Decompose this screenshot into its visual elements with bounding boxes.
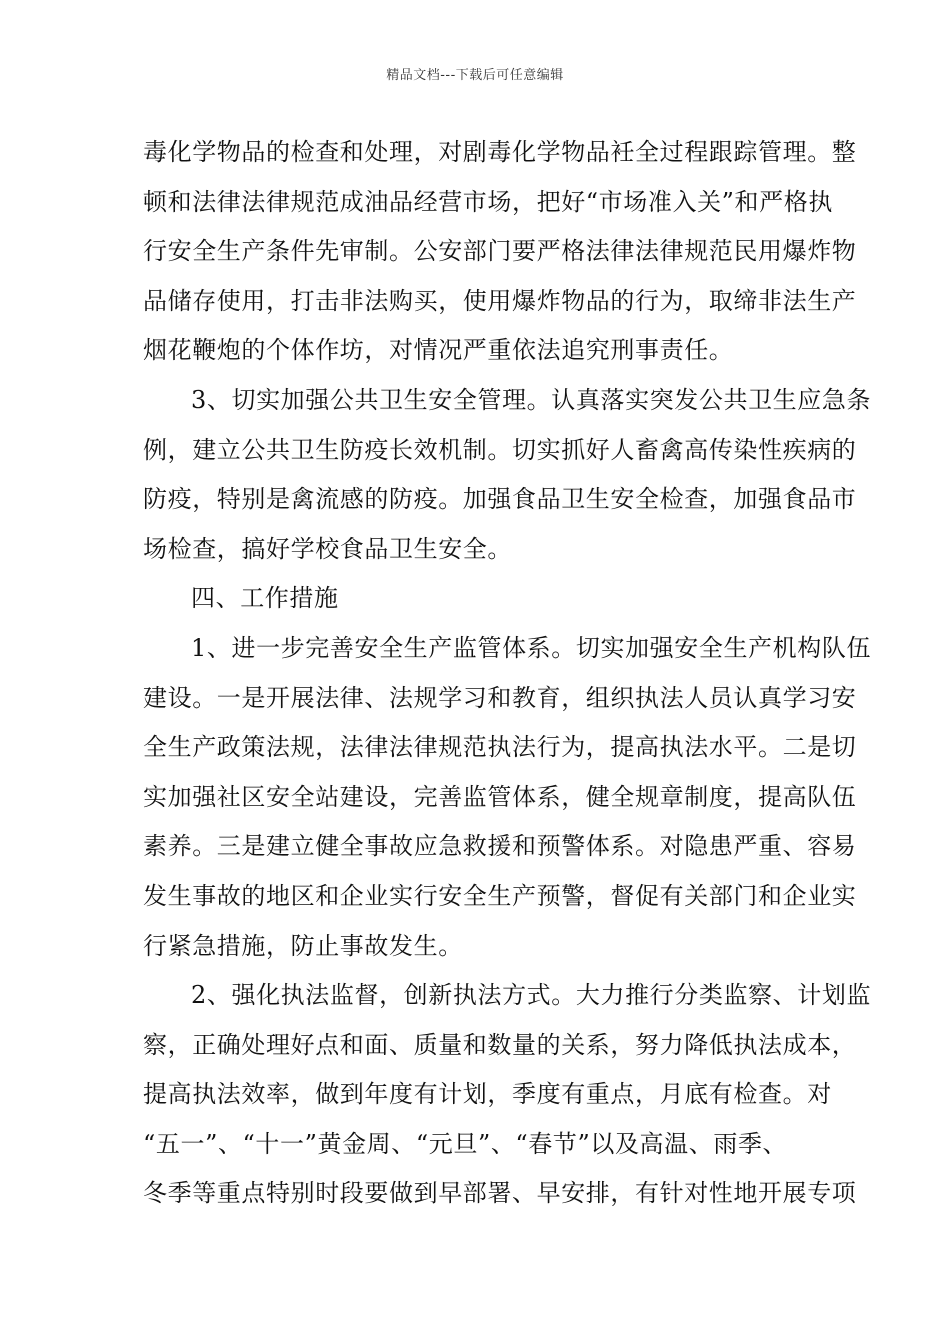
document-body bbox=[143, 128, 872, 1219]
text-line: 防疫，特别是禽流感的防疫。加强食品卫生安全检查，加强食品市 bbox=[143, 485, 857, 514]
paragraph-supervision-system bbox=[143, 624, 872, 971]
text-line: 2、强化执法监督，创新执法方式。大力推行分类监察、计划监 bbox=[191, 981, 872, 1010]
text-line: 全生产政策法规，法律法律规范执法行为，提高执法水平。二是切 bbox=[143, 733, 857, 762]
text-line: 1、进一步完善安全生产监管体系。切实加强安全生产机构队伍 bbox=[191, 633, 872, 662]
text-line: 实加强社区安全站建设，完善监管体系，健全规章制度，提高队伍 bbox=[143, 782, 857, 811]
text-line: 素养。三是建立健全事故应急救援和预警体系。对隐患严重、容易 bbox=[143, 832, 857, 861]
text-line: 例，建立公共卫生防疫长效机制。切实抓好人畜禽高传染性疾病的 bbox=[143, 435, 857, 464]
text-line: 提高执法效率，做到年度有计划，季度有重点，月底有检查。对 bbox=[143, 1080, 832, 1109]
text-line: 顿和法律法律规范成油品经营市场，把好“市场准入关”和严格执 bbox=[143, 187, 833, 216]
text-line: 品储存使用，打击非法购买，使用爆炸物品的行为，取缔非法生产 bbox=[143, 286, 857, 315]
text-line: “五一”、“十一”黄金周、“元旦”、“春节”以及高温、雨季、 bbox=[143, 1129, 788, 1158]
page-header: 精品文档---下载后可任意编辑 bbox=[386, 68, 564, 83]
paragraph-public-health bbox=[143, 376, 872, 574]
text-line: 场检查，搞好学校食品卫生安全。 bbox=[143, 534, 512, 563]
text-line: 行紧急措施，防止事故发生。 bbox=[143, 931, 463, 960]
text-line: 毒化学物品的检查和处理，对剧毒化学物品衽全过程跟踪管理。整 bbox=[143, 138, 857, 166]
text-line: 建设。一是开展法律、法规学习和教育，组织执法人员认真学习安 bbox=[143, 683, 857, 712]
paragraph-law-enforcement bbox=[143, 971, 872, 1219]
text-line: 冬季等重点特别时段要做到早部署、早安排，有针对性地开展专项 bbox=[143, 1179, 857, 1208]
text-line: 烟花鞭炮的个体作坊，对情况严重依法追究刑事责任。 bbox=[143, 336, 734, 365]
paragraph-hazardous-chemicals bbox=[143, 128, 857, 376]
text-line: 发生事故的地区和企业实行安全生产预警，督促有关部门和企业实 bbox=[143, 881, 857, 910]
text-line: 3、切实加强公共卫生安全管理。认真落实突发公共卫生应急条 bbox=[191, 385, 872, 414]
text-line: 行安全生产条件先审制。公安部门要严格法律法律规范民用爆炸物 bbox=[143, 237, 857, 266]
section-heading: 四、工作措施 bbox=[191, 584, 339, 613]
section-heading-work-measures bbox=[143, 574, 823, 624]
text-line: 察，正确处理好点和面、质量和数量的关系，努力降低执法成本， bbox=[143, 1030, 857, 1059]
